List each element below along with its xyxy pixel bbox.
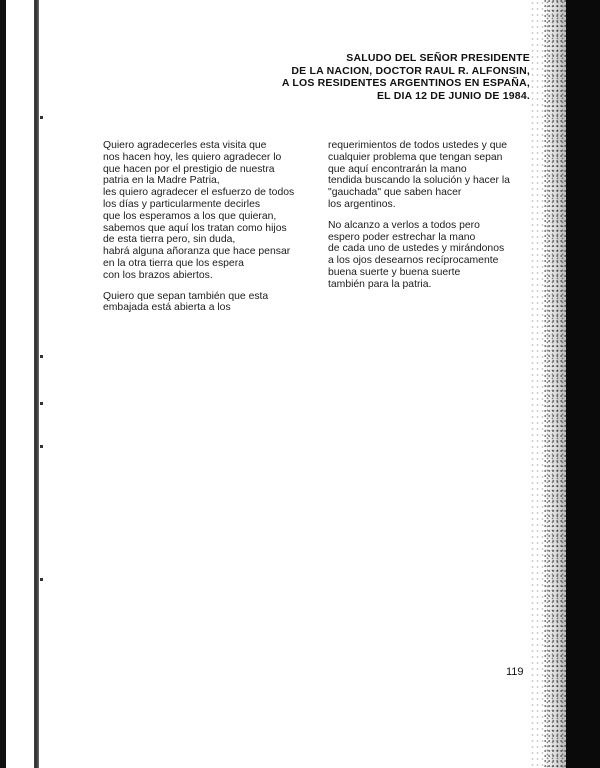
text-line: cualquier problema que tengan sepan: [328, 151, 503, 163]
text-line: requerimientos de todos ustedes y que: [328, 140, 508, 151]
text-line: Quiero agradecerles esta visita que: [103, 140, 267, 151]
scan-noise: [544, 0, 566, 768]
text-line: con los brazos abiertos.: [103, 269, 213, 281]
text-line: patria en la Madre Patria,: [103, 175, 220, 187]
heading-line: DE LA NACION, DOCTOR RAUL R. ALFONSIN,: [291, 64, 530, 77]
right-column: [328, 140, 538, 300]
page-number: 119: [506, 666, 524, 678]
text-line: les quiero agradecer el esfuerzo de todos: [103, 187, 295, 199]
paragraph: [103, 140, 313, 282]
scan-binding-line: [34, 0, 39, 768]
scan-edge-left: [0, 0, 6, 768]
text-line: sabemos que aquí los tratan como hijos: [103, 222, 287, 234]
text-line: que aquí encontrarán la mano: [328, 163, 467, 175]
text-line: nos hacen hoy, les quiero agradecer lo: [103, 151, 282, 163]
text-line: espero poder estrechar la mano: [328, 231, 476, 243]
text-line: habrá alguna añoranza que hace pensar: [103, 246, 291, 258]
heading-line: EL DIA 12 DE JUNIO DE 1984.: [376, 89, 530, 102]
scan-edge-right: [566, 0, 600, 768]
text-line: a los ojos desearnos recíprocamente: [328, 255, 499, 267]
text-line: los argentinos.: [328, 198, 396, 210]
text-line: embajada está abierta a los: [103, 302, 231, 314]
scan-speck: [40, 116, 43, 119]
speech-heading: [282, 52, 530, 102]
text-line: Quiero que sepan también que esta: [103, 290, 269, 302]
text-line: buena suerte y buena suerte: [328, 266, 461, 278]
text-line: que los esperamos a los que quieran,: [103, 210, 277, 222]
text-line: también para la patria.: [328, 278, 432, 290]
scan-speck: [40, 402, 43, 405]
paragraph: [328, 220, 538, 291]
paragraph: [328, 140, 538, 211]
left-column: [103, 140, 313, 323]
text-line: los días y particularmente decirles: [103, 198, 261, 210]
heading-line: SALUDO DEL SEÑOR PRESIDENTE: [346, 52, 530, 64]
scan-speck: [40, 578, 43, 581]
text-line: en la otra tierra que los espera: [103, 257, 244, 269]
scan-noise: [530, 0, 544, 768]
text-line: tendida buscando la solución y hacer la: [328, 175, 510, 187]
text-line: de cada uno de ustedes y mirándonos: [328, 243, 505, 255]
scan-speck: [40, 355, 43, 358]
text-line: de esta tierra pero, sin duda,: [103, 234, 236, 246]
heading-line: A LOS RESIDENTES ARGENTINOS EN ESPAÑA,: [281, 77, 530, 89]
text-line: No alcanzo a verlos a todos pero: [328, 219, 480, 231]
text-line: "gauchada" que saben hacer: [328, 187, 462, 199]
text-line: que hacen por el prestigio de nuestra: [103, 163, 275, 175]
scan-speck: [40, 445, 43, 448]
paragraph: [103, 291, 313, 315]
